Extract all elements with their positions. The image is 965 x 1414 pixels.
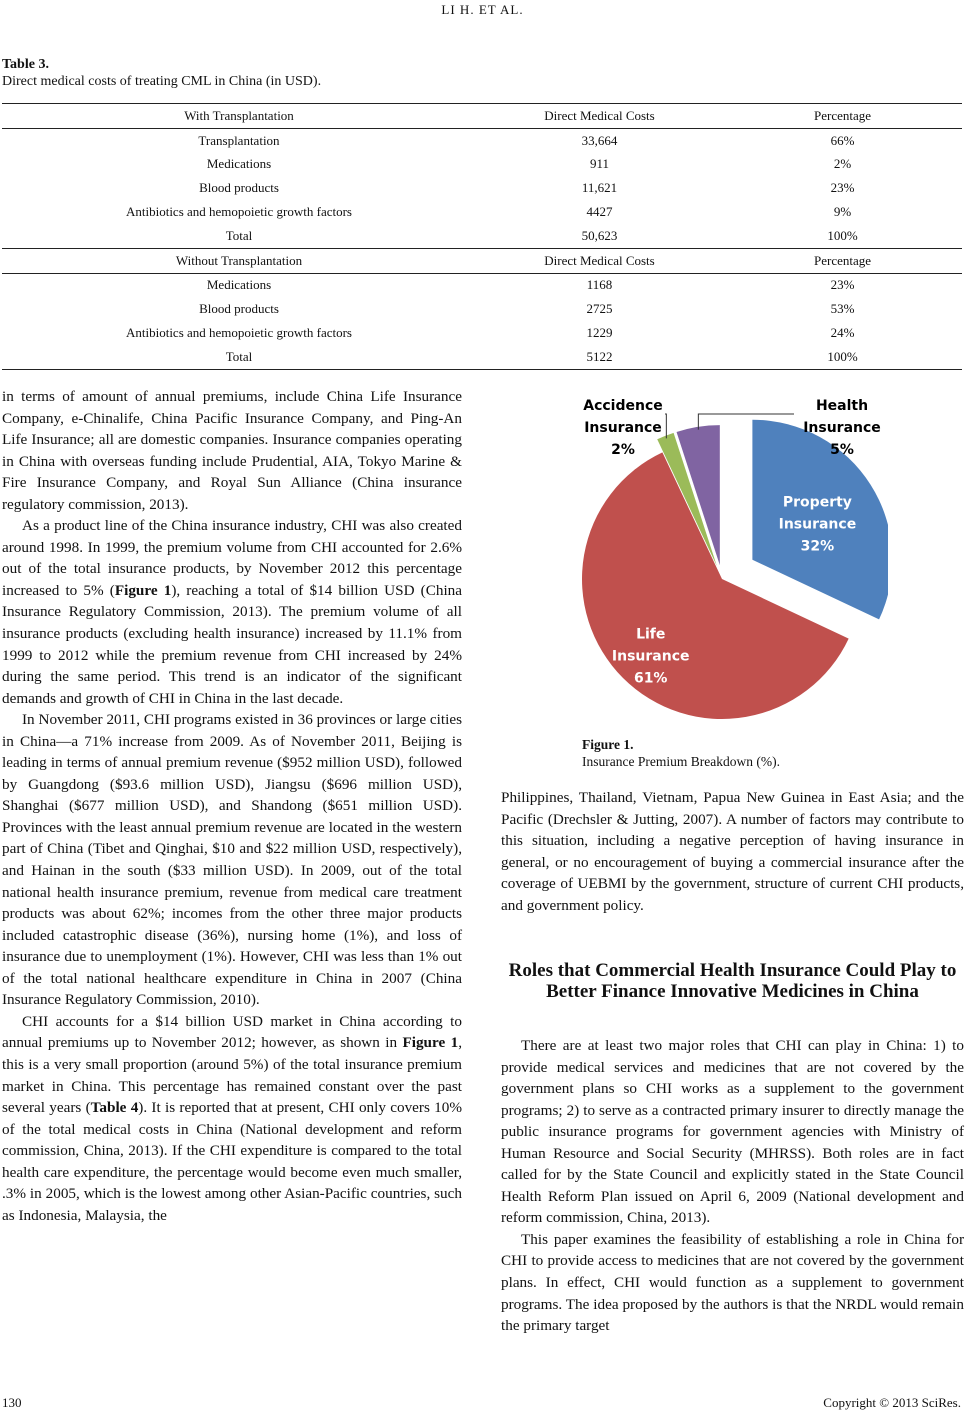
paragraph-text: , this is a very small proportion (around 5%) of the total insurance premium market in China. This percentage has remained constant over the past several years ( bbox=[2, 1034, 462, 1117]
paragraph: in terms of amount of annual premiums, include China Life Insurance Company, e-Chinalife, China Pacific Insurance Company, and Ping-An Life Insurance; all are domestic companies. Insurance companies operating in China with overseas funding include Prudential, AIA, Tokyo Marine & Fire Insurance Company, and Royal Sun Alliance (China insurance regulatory commission, 2013). bbox=[2, 388, 462, 513]
paragraph-text: ). It is reported that at present, CHI only covers 10% of the total medical costs in China (National development and reform commission, China, 2013). If the CHI expenditure is compared to the total health care expenditure, the percentage would become even much smaller, .3% in 2005, which is the lowest among other Asian-Pacific countries, such as Indonesia, Malaysia, the bbox=[2, 1099, 462, 1224]
table-row bbox=[2, 200, 962, 224]
table-cell: 1168 bbox=[586, 277, 613, 293]
table-header-cell: Without Transplantation bbox=[2, 248, 476, 273]
paragraph-text: ), reaching a total of $14 billion USD (China Insurance Regulatory Commission, 2013). The premium volume of all insurance products (excluding health insurance) increased by 11.1% from 1999 to 2012 while the premium revenue from CHI increased by 24% during the same period. This trend is an indicator of the significant demands and growth of CHI in China in the last decade. bbox=[2, 581, 462, 707]
table-row bbox=[2, 297, 962, 321]
table-cell: 66% bbox=[830, 132, 855, 148]
figure-reference-link[interactable]: Figure 1 bbox=[402, 1034, 459, 1052]
page-number: 130 bbox=[2, 1395, 22, 1410]
table-cell: 11,621 bbox=[581, 180, 618, 196]
table-row bbox=[2, 321, 962, 345]
table-cell: 100% bbox=[827, 227, 858, 243]
table-cell: Medications bbox=[206, 277, 272, 293]
section-heading: Roles that Commercial Health Insurance Could Play to Better Finance Innovative Medicines in China bbox=[508, 960, 957, 1002]
pie-slice-label: Accidence Insurance 2% bbox=[583, 398, 663, 458]
table-cell: 100% bbox=[723, 345, 962, 369]
left-column bbox=[2, 386, 462, 1226]
table-cell: 2% bbox=[833, 156, 852, 172]
right-column-bottom bbox=[501, 1035, 964, 1337]
table-header-cell: With Transplantation bbox=[2, 104, 476, 129]
table-caption-text: Direct medical costs of treating CML in China (in USD). bbox=[2, 74, 322, 89]
table-cell: Blood products bbox=[199, 180, 279, 196]
table-row bbox=[2, 128, 962, 152]
paragraph bbox=[2, 515, 462, 709]
table-cell: Total bbox=[225, 227, 253, 243]
table-row bbox=[2, 345, 962, 369]
paragraph: In November 2011, CHI programs existed in 36 provinces or large cities in China—a 71% increase from 2009. As of November 2011, Beijing is leading in terms of annual premium revenue ($952 million USD), followed by Guangdong ($93.6 million USD), Jiangsu ($696 million USD), Shanghai ($677 million USD), and Shandong ($651 million USD). Provinces with the least annual premium revenue are located in the western part of China (Tibet and Qinghai, $10 and $22 million USD, respectively), and Hainan in the south ($33 million USD). In 2009, out of the total national health insurance premium, revenue from medical care treatment products was about 62%; incomes from the other three major products included catastrophic disease (36%), nursing home (1%), and loss of insurance due to unemployment (1%). However, CHI was less than 1% out of the total national healthcare expenditure in China in 2007 (China Insurance Regulatory Commission, 2010). bbox=[2, 711, 462, 1009]
pie-leader-line bbox=[665, 414, 666, 438]
pie-slice-label: Life Insurance 61% bbox=[611, 626, 690, 687]
table-cell: 911 bbox=[589, 156, 610, 172]
table-row bbox=[2, 224, 962, 248]
table-cell: Total bbox=[2, 345, 476, 369]
table-cell: Antibiotics and hemopoietic growth factors bbox=[125, 325, 352, 341]
table-cell: 5122 bbox=[476, 345, 723, 369]
table-header-row bbox=[2, 104, 962, 129]
table-cell: 1229 bbox=[586, 325, 613, 341]
table-header-cell: Percentage bbox=[723, 104, 962, 129]
table-cell: Blood products bbox=[199, 301, 279, 317]
pie-chart bbox=[582, 384, 888, 724]
table-header-cell: Percentage bbox=[723, 248, 962, 273]
table-header-cell: Direct Medical Costs bbox=[476, 248, 723, 273]
table-row bbox=[2, 176, 962, 200]
right-column-top bbox=[501, 787, 964, 916]
table-cell: 23% bbox=[830, 180, 855, 196]
paragraph: Philippines, Thailand, Vietnam, Papua New Guinea in East Asia; and the Pacific (Drechsler & Jutting, 2007). A number of factors may contribute to this situation, including a negative perception of having insurance in general, or no encouragement of buying a commercial insurance after the coverage of UEBMI by the government, structure of current CHI products, and government policy. bbox=[501, 789, 964, 914]
pie-slice-label: Health Insurance 5% bbox=[803, 398, 881, 458]
pie-slice-label: Property Insurance 32% bbox=[778, 494, 857, 555]
table-cell: Antibiotics and hemopoietic growth factors bbox=[125, 204, 352, 220]
table-cell: 24% bbox=[830, 325, 855, 341]
table-cell: Transplantation bbox=[198, 132, 280, 148]
table-cell: 9% bbox=[833, 204, 852, 220]
table-cell: 33,664 bbox=[581, 132, 618, 148]
paragraph bbox=[2, 1011, 462, 1226]
table-cell: 2725 bbox=[586, 301, 613, 317]
paragraph: There are at least two major roles that CHI can play in China: 1) to provide medical services and medicines that are not covered by the government plans so CHI works as a supplement to the government programs; 2) to serve as a contracted primary insurer to directly manage the public insurance programs for government agencies with Ministry of Human Resource and Social Security (MHRSS). Both roles are in fact called for by the State Council and explicitly stated in the State Council Health Reform Plan issued on April 6, 2009 (National development and reform commission, China, 2013). bbox=[501, 1037, 964, 1227]
paragraph: This paper examines the feasibility of establishing a role in China for CHI to provide access to medicines that are not covered by the government plans. In effect, CHI would function as a supplement to government programs. The idea proposed by the authors is that the NRDL would remain the primary target bbox=[501, 1230, 964, 1335]
table-cell: 50,623 bbox=[581, 227, 618, 243]
running-head: LI H. ET AL. bbox=[441, 2, 524, 17]
table-reference-link[interactable]: Table 4 bbox=[90, 1099, 139, 1117]
table-label: Table 3. bbox=[2, 57, 49, 72]
table-cell: 4427 bbox=[586, 204, 613, 220]
paragraph-text: As a product line of the China insurance industry, CHI was also created around 1998. In 1999, the premium volume from CHI accounted for 2.6% out of the total insurance products, by November 2012 this percentage increased to 5% ( bbox=[2, 517, 462, 599]
table-caption bbox=[2, 56, 321, 90]
table-cell: 53% bbox=[830, 301, 855, 317]
paragraph-text: CHI accounts for a $14 billion USD market in China according to annual premiums up to November 2012; however, as shown in bbox=[2, 1012, 462, 1052]
figure-caption-text: Insurance Premium Breakdown (%). bbox=[582, 754, 780, 769]
copyright: Copyright © 2013 SciRes. bbox=[823, 1395, 961, 1410]
table-cell: 23% bbox=[830, 277, 855, 293]
figure-reference-link[interactable]: Figure 1 bbox=[114, 581, 172, 599]
figure-caption bbox=[582, 736, 780, 770]
table-header-cell: Direct Medical Costs bbox=[476, 104, 723, 129]
data-table bbox=[2, 103, 962, 370]
table-header-row bbox=[2, 248, 962, 273]
table-row bbox=[2, 153, 962, 177]
table-row bbox=[2, 273, 962, 297]
table-cell: Medications bbox=[206, 156, 272, 172]
figure-label: Figure 1. bbox=[582, 737, 634, 752]
